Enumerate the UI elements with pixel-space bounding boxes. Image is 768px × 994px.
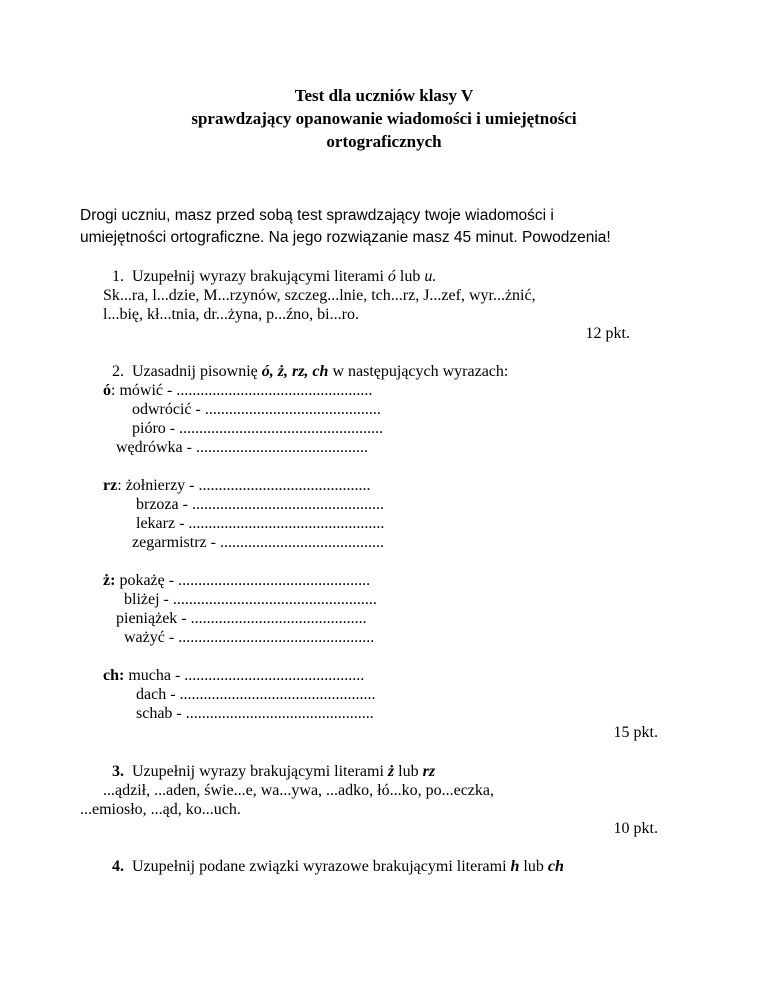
task3-points: 10 pkt. (613, 820, 658, 837)
group-z-word-3: pieniążek - ............................................ (116, 610, 367, 627)
group-z-word-4: ważyć - ................................................. (124, 629, 375, 646)
group-z-word-1: pokażę - ................................................ (115, 572, 371, 589)
group-o-word-2: odwrócić - ............................................ (132, 401, 381, 418)
task1-joiner: lub (399, 268, 421, 285)
group-o-label: ó (103, 382, 111, 399)
task2-heading (112, 362, 508, 381)
task4-instruction: Uzupełnij podane związki wyrazowe brakującymi literami (132, 858, 507, 875)
group-o-word-4: wędrówka - ........................................... (116, 439, 368, 456)
intro-line-2: umiejętności ortograficzne. Na jego rozwiązanie masz 45 minut. Powodzenia! (80, 229, 611, 246)
title-line-3: ortograficznych (326, 132, 442, 151)
title-line-2: sprawdzający opanowanie wiadomości i umiejętności (191, 109, 577, 128)
task4-option-1: h (510, 858, 520, 875)
group-rz-word-2: brzoza - ................................................ (136, 496, 384, 513)
task4-option-2: ch (547, 858, 564, 875)
group-o-word-1: : mówić - ................................................. (111, 382, 373, 399)
task2-group-o-first (103, 381, 372, 400)
group-ch-word-2: dach - ................................................. (136, 686, 376, 703)
group-o-word-3: pióro - ................................................... (132, 420, 384, 437)
task3-words-line-1: ...ądził, ...aden, świe...e, wa...ywa, ...adko, łó...ko, po...eczka, (103, 782, 494, 799)
task3-words-line-2: ...emiosło, ...ąd, ko...uch. (80, 801, 241, 818)
group-rz-word-3: lekarz - ................................................. (136, 515, 385, 532)
task1-heading (112, 267, 436, 286)
group-rz-word-1: : żołnierzy - ........................................... (117, 477, 371, 494)
task1-option-1: ó (387, 268, 396, 285)
task3-option-2: rz (422, 763, 436, 780)
task4-joiner: lub (523, 858, 544, 875)
task2-points: 15 pkt. (613, 724, 658, 741)
task3-joiner: lub (398, 763, 419, 780)
task1-words-line-1: Sk...ra, l...dzie, M...rzynów, szczeg...lnie, tch...rz, J...zef, wyr...żnić, (103, 287, 536, 304)
task2-instruction-post: w następujących wyrazach: (332, 363, 509, 380)
group-rz-label: rz (103, 477, 118, 494)
task2-group-ch-first (103, 666, 364, 685)
group-z-label: ż: (103, 572, 116, 589)
task4-heading (112, 857, 564, 876)
task1-option-2: u. (424, 268, 437, 285)
task3-heading (112, 762, 435, 781)
task2-letters: ó, ż, rz, ch (261, 363, 329, 380)
group-ch-word-3: schab - ............................................... (136, 705, 374, 722)
group-z-word-2: bliżej - ................................................... (124, 591, 377, 608)
group-rz-word-4: zegarmistrz - ......................................... (132, 534, 384, 551)
task2-instruction: Uzasadnij pisownię (132, 363, 258, 380)
title-line-1: Test dla uczniów klasy V (294, 86, 474, 105)
intro-line-1: Drogi uczniu, masz przed sobą test sprawdzający twoje wiadomości i (80, 207, 554, 224)
task1-words-line-2: l...bię, kł...tnia, dr...żyna, p...źno, bi...ro. (103, 306, 359, 323)
task1-points: 12 pkt. (585, 325, 630, 342)
task3-option-1: ż (387, 763, 395, 780)
group-ch-word-1: mucha - ............................................. (124, 667, 365, 684)
task4-number: 4. (112, 858, 124, 875)
task1-number: 1. (112, 268, 124, 285)
task1-instruction: Uzupełnij wyrazy brakującymi literami (132, 268, 384, 285)
group-ch-label: ch: (103, 667, 125, 684)
task3-instruction: Uzupełnij wyrazy brakującymi literami (132, 763, 384, 780)
task2-group-rz-first (103, 476, 371, 495)
task3-number: 3. (112, 763, 124, 780)
task2-number: 2. (112, 363, 124, 380)
task2-group-z-first (103, 571, 370, 590)
